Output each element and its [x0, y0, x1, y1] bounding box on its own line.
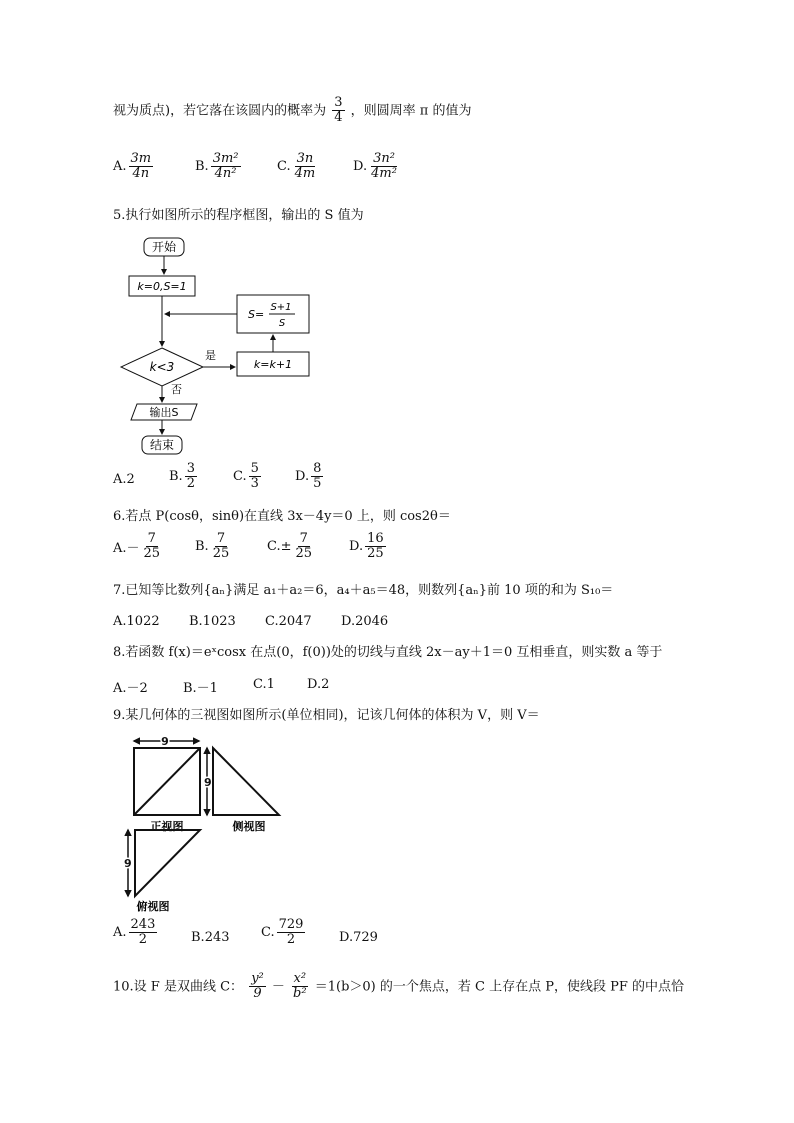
- q6-option-d: [349, 532, 388, 562]
- flow-init-text: k=0,S=1: [137, 280, 187, 293]
- q8-option-d: D.2: [307, 677, 330, 692]
- side-view: [213, 748, 279, 815]
- q5-options: [113, 462, 713, 502]
- q8-option-c: C.1: [253, 677, 275, 692]
- flow-no-label: 否: [171, 383, 182, 396]
- q4-option-a-den: 4n: [132, 166, 150, 182]
- flow-yes-label: 是: [205, 349, 216, 362]
- q6-options: [113, 532, 713, 572]
- q5-option-b-frac: [185, 462, 197, 492]
- q9-option-d-value: 729: [353, 930, 378, 945]
- q5-option-a: [113, 472, 135, 487]
- flow-start-text: 开始: [151, 240, 177, 254]
- q4-option-a-frac: [129, 152, 154, 182]
- top-view: [135, 830, 200, 896]
- q5-option-c: [233, 462, 263, 492]
- q9-option-d-label: D.: [339, 930, 354, 945]
- top-view-label: 俯视图: [136, 900, 170, 913]
- q9-option-a-den: 2: [138, 932, 148, 948]
- q9-option-c-label: C.: [261, 925, 275, 941]
- front-height-label: 9: [204, 776, 212, 789]
- q4-option-c-den: 4m: [294, 166, 316, 182]
- q6-option-b: [195, 532, 233, 562]
- q4-option-d-label: D.: [353, 159, 368, 175]
- q5-option-b-num: 3: [186, 461, 195, 476]
- front-view-label: 正视图: [150, 820, 184, 833]
- q8-option-b: B.－1: [183, 681, 218, 696]
- q4-option-b-num: 3m²: [212, 151, 239, 166]
- q6-option-b-num: 7: [216, 531, 226, 546]
- q4-option-b-label: B.: [195, 159, 209, 175]
- q4-option-d-num: 3n²: [373, 151, 395, 166]
- top-height-label: 9: [124, 857, 132, 870]
- q4-option-a-num: 3m: [130, 151, 152, 166]
- q10-stem: [113, 972, 684, 1002]
- front-view-diagonal: [134, 748, 200, 815]
- q5-option-a-value: 2: [126, 472, 135, 487]
- q7-option-c: C.2047: [265, 614, 312, 629]
- q9-option-a-label: A.: [113, 925, 127, 941]
- q10-frac-1: [249, 972, 266, 1002]
- q6-option-d-label: D.: [349, 539, 364, 555]
- q10-frac-2-num: x²: [293, 971, 307, 986]
- q5-stem: 5.执行如图所示的程序框图，输出的 S 值为: [113, 208, 364, 223]
- q9-three-views: [113, 734, 298, 914]
- flow-decision-text: k<3: [149, 360, 175, 374]
- q5-option-d-label: D.: [295, 469, 310, 485]
- q10-minus: －: [271, 979, 285, 995]
- q9-option-a-num: 243: [130, 917, 156, 932]
- q6-option-d-den: 25: [367, 546, 384, 562]
- q8-options: [113, 677, 713, 695]
- q10-frac-2: [291, 972, 309, 1002]
- q7-option-d: D.2046: [341, 614, 389, 629]
- q5-option-c-label: C.: [233, 469, 247, 485]
- q7-stem: 7.已知等比数列{aₙ}满足 a₁＋a₂＝6，a₄＋a₅＝48，则数列{aₙ}前 10 项的和为 S₁₀＝: [113, 583, 614, 598]
- flow-increment-text: k=k+1: [253, 358, 293, 371]
- q4-text-after: ，则圆周率 π 的值为: [350, 103, 472, 119]
- q5-option-d-frac: [311, 462, 323, 492]
- side-view-label: 侧视图: [232, 820, 266, 833]
- q6-option-c-den: 25: [295, 546, 313, 562]
- q4-option-c-frac: [293, 152, 318, 182]
- q6-option-c-frac: [294, 532, 315, 562]
- q9-option-c-num: 729: [278, 917, 304, 932]
- q6-option-a-label: A.－: [113, 541, 140, 557]
- q6-option-a: [113, 532, 164, 562]
- q5-option-d-den: 5: [313, 476, 322, 492]
- q10-frac-1-den: 9: [253, 986, 262, 1002]
- flow-output-text: 输出S: [149, 406, 179, 419]
- q4-option-b-frac: [211, 152, 241, 182]
- q4-option-c-label: C.: [277, 159, 291, 175]
- q10-frac-2-den: b²: [293, 986, 307, 1002]
- q9-option-b: [191, 930, 230, 945]
- q9-option-a: [113, 918, 159, 948]
- q6-option-c: [267, 532, 316, 562]
- q4-option-b-den: 4n²: [214, 166, 237, 182]
- q10-frac-1-num: y²: [251, 971, 264, 986]
- q9-option-c-frac: [277, 918, 306, 948]
- q4-fraction: [332, 96, 344, 126]
- q4-option-a-label: A.: [113, 159, 127, 175]
- front-width-label: 9: [161, 735, 169, 748]
- q4-option-b: [195, 152, 243, 182]
- q5-option-d: [295, 462, 325, 492]
- q7-options: [113, 614, 713, 632]
- q10-eq-rest: ＝1(b＞0): [314, 979, 376, 995]
- q5-flowchart: [113, 230, 323, 460]
- q4-option-a: [113, 152, 155, 182]
- q10-suffix: 的一个焦点，若 C 上存在点 P，使线段 PF 的中点恰: [379, 979, 685, 995]
- q9-option-b-label: B.: [191, 930, 205, 945]
- q6-option-b-den: 25: [212, 546, 230, 562]
- q8-option-a: A.－2: [113, 681, 148, 696]
- q7-option-b: B.1023: [189, 614, 236, 629]
- q4-option-d: [353, 152, 401, 182]
- q8-stem: 8.若函数 f(x)＝eˣcosx 在点(0，f(0))处的切线与直线 2x－ay＋1＝0 互相垂直，则实数 a 等于: [113, 645, 663, 660]
- q4-stem: [113, 96, 471, 126]
- q9-option-d: [339, 930, 378, 945]
- q6-option-a-den: 25: [143, 546, 161, 562]
- q4-frac-den: 4: [334, 110, 343, 126]
- q9-option-b-value: 243: [204, 930, 230, 945]
- q9-stem: 9.某几何体的三视图如图所示(单位相同)，记该几何体的体积为 V，则 V＝: [113, 708, 540, 723]
- q5-option-c-frac: [249, 462, 261, 492]
- q4-option-d-den: 4m²: [371, 166, 397, 182]
- q6-option-b-frac: [211, 532, 232, 562]
- q5-option-c-num: 5: [250, 461, 259, 476]
- q6-option-c-label: C.±: [267, 539, 292, 555]
- q4-option-d-frac: [369, 152, 399, 182]
- q9-option-c: [261, 918, 307, 948]
- q4-text-before: 视为质点)，若它落在该圆内的概率为: [113, 103, 327, 119]
- q4-option-c: [277, 152, 319, 182]
- flow-update-s-lhs: S=: [248, 308, 265, 321]
- q5-option-d-num: 8: [313, 461, 322, 476]
- q5-option-b-label: B.: [169, 469, 183, 485]
- q4-option-c-num: 3n: [296, 151, 314, 166]
- q4-frac-num: 3: [334, 95, 343, 110]
- q9-option-c-den: 2: [286, 932, 296, 948]
- q6-stem: 6.若点 P(cosθ，sinθ)在直线 3x－4y＝0 上，则 cos2θ＝: [113, 509, 451, 524]
- q5-option-a-label: A.: [113, 472, 127, 487]
- q9-option-a-frac: [129, 918, 158, 948]
- q7-option-a: A.1022: [113, 614, 160, 629]
- q6-option-d-num: 16: [367, 531, 384, 546]
- flow-update-s-den: S: [278, 318, 286, 329]
- q10-prefix: 10.设 F 是双曲线 C：: [113, 979, 244, 995]
- q6-option-c-num: 7: [299, 531, 308, 546]
- q6-option-a-frac: [142, 532, 163, 562]
- q6-option-a-num: 7: [147, 531, 156, 546]
- q5-option-b: [169, 462, 199, 492]
- q9-options: [113, 918, 713, 958]
- flow-update-s-num: S+1: [270, 302, 292, 313]
- q6-option-d-frac: [365, 532, 386, 562]
- q5-option-b-den: 2: [186, 476, 195, 492]
- q4-options: [113, 152, 713, 192]
- flow-end-text: 结束: [149, 438, 175, 452]
- q5-option-c-den: 3: [250, 476, 259, 492]
- q6-option-b-label: B.: [195, 539, 209, 555]
